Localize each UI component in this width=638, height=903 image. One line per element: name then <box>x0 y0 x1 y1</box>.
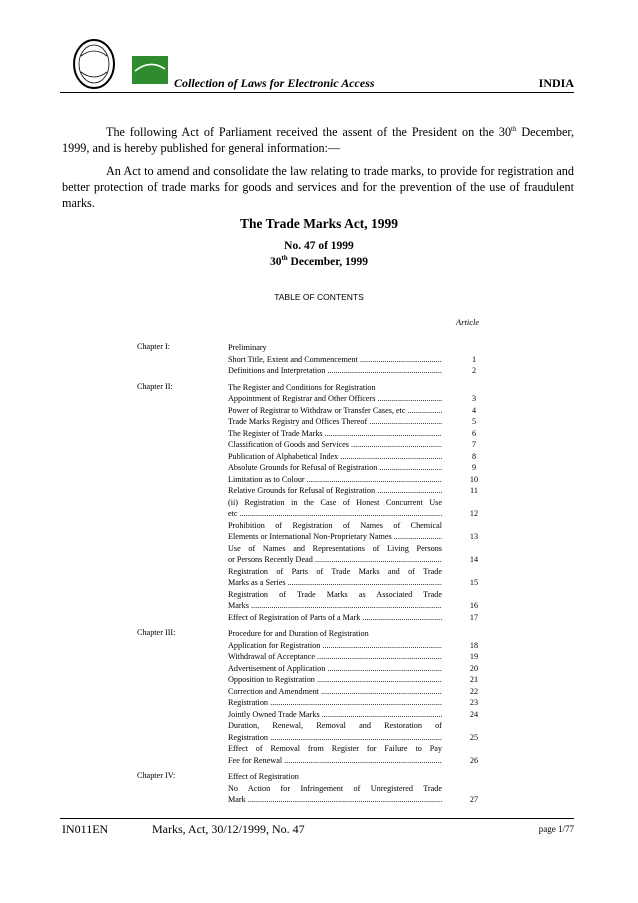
act-number: No. 47 of 1999 <box>284 240 354 252</box>
chapter-heading: Preliminary <box>228 343 267 352</box>
act-date-day: 30 <box>269 256 282 268</box>
collection-title: Collection of Laws for Electronic Access <box>174 76 375 90</box>
toc-entry-title: Registration ..... <box>228 697 442 709</box>
toc-entry-title: Effect of Removal from Register for Failure to Pay <box>228 744 442 753</box>
page-header <box>62 34 574 94</box>
toc-entry <box>228 485 478 497</box>
chapter-label: Chapter II: <box>137 381 173 391</box>
toc-entry-title: Advertisement of Application ..... <box>228 663 442 675</box>
toc-entry-title: Mark ..... <box>228 794 442 806</box>
purpose-paragraph <box>62 163 574 211</box>
footer-divider <box>60 818 574 819</box>
toc-article-number: 27 <box>469 795 479 804</box>
toc-article-number: 10 <box>469 474 479 484</box>
assent-text-continued: December, 1999, and is hereby published for general information:— <box>62 125 575 155</box>
toc-entry <box>228 462 477 474</box>
toc-entry-title: Elements or International Non-Proprietary Names ..... <box>228 531 442 543</box>
toc-article-number: 20 <box>469 663 479 673</box>
toc-entry-title: Definitions and Interpretation ..... <box>228 365 442 377</box>
toc-title: TABLE OF CONTENTS <box>274 292 364 302</box>
toc-entry-title: Duration, Renewal, Removal and Restoration of <box>228 721 442 730</box>
toc-entry <box>228 497 479 520</box>
toc-entry <box>228 520 479 543</box>
toc-entry-title: Relative Grounds for Refusal of Registration ..... <box>228 485 442 497</box>
toc-article-number: 6 <box>471 428 477 438</box>
toc-chapter <box>0 628 638 766</box>
article-column-heading: Article <box>456 317 480 327</box>
toc-article-number: 12 <box>469 509 479 518</box>
toc-entry <box>228 663 479 675</box>
toc-entry-title: or Persons Recently Dead ..... <box>228 554 442 566</box>
toc-article-number: 7 <box>471 440 477 449</box>
toc-entry <box>228 405 477 417</box>
chapter-label: Chapter III: <box>137 628 176 637</box>
toc-article-number: 24 <box>469 709 479 719</box>
toc-entry <box>228 416 477 428</box>
toc-entry <box>228 439 477 451</box>
toc-entry-title: Prohibition of Registration of Names of Chemical <box>228 520 442 530</box>
toc-article-number: 19 <box>469 652 479 661</box>
toc-entry-title: No Action for Infringement of Unregistered Trade <box>228 783 442 793</box>
toc-article-number: 16 <box>469 601 479 610</box>
toc-entry <box>228 451 477 463</box>
chapter-heading: Procedure for and Duration of Registration <box>228 629 369 638</box>
chapter-heading: The Register and Conditions for Registration <box>228 382 376 392</box>
toc-article-number: 13 <box>469 532 479 541</box>
toc-entry <box>228 674 479 686</box>
purpose-text: An Act to amend and consolidate the law relating to trade marks, to provide for registration and better protection of trade marks for goods and services and for the prevention of the use of fraudulent marks. <box>62 164 574 210</box>
toc-entry-title: Registration ..... <box>228 732 442 744</box>
toc-entry-title: Withdrawal of Acceptance ..... <box>228 651 442 663</box>
toc-article-number: 4 <box>471 405 477 415</box>
chapter-heading: Effect of Registration <box>228 772 299 781</box>
toc-article-number: 17 <box>469 612 479 622</box>
toc-entry-title: Limitation as to Colour ..... <box>228 474 442 486</box>
toc-entry-title: The Register of Trade Marks ..... <box>228 428 442 440</box>
toc-entry-title: Registration of Trade Marks as Associated Trade <box>228 589 442 599</box>
toc-entry-title: Trade Marks Registry and Offices Thereof ..... <box>228 416 442 428</box>
toc-chapter <box>0 771 638 806</box>
chapter-label: Chapter IV: <box>137 771 176 780</box>
toc-article-number: 21 <box>469 675 479 684</box>
toc-entry <box>228 651 479 663</box>
toc-article-number: 1 <box>471 354 477 364</box>
toc-entry <box>228 428 477 440</box>
chapter-label: Chapter I: <box>137 342 170 351</box>
toc-entry <box>228 686 479 698</box>
toc-entry-title: etc ..... <box>228 508 442 520</box>
toc-entry <box>228 743 479 766</box>
document-code: IN011EN <box>62 822 109 836</box>
toc-article-number: 2 <box>471 366 477 375</box>
document-description: Marks, Act, 30/12/1999, No. 47 <box>152 822 305 836</box>
toc-article-number: 8 <box>471 451 477 461</box>
toc-entry-title: Fee for Renewal ..... <box>228 755 442 767</box>
toc-entry-title: Power of Registrar to Withdraw or Transfer Cases, etc ..... <box>228 405 442 417</box>
toc-entry-title: Marks as a Series ..... <box>228 577 442 589</box>
toc-article-number: 14 <box>469 555 479 564</box>
toc-entry <box>228 354 477 366</box>
toc-entry <box>228 589 479 612</box>
toc-entry-title: Application for Registration ..... <box>228 640 442 652</box>
toc-entry <box>228 709 479 721</box>
toc-article-number: 5 <box>471 417 477 426</box>
toc-entry-title: Marks ..... <box>228 600 442 612</box>
toc-entry <box>228 365 477 377</box>
toc-entry-title: Absolute Grounds for Refusal of Registration ..... <box>228 462 442 474</box>
act-date-rest: December, 1999 <box>290 256 369 268</box>
toc-entry-title: Correction and Amendment ..... <box>228 686 442 698</box>
assent-superscript: th <box>511 124 517 133</box>
page-number: page 1/77 <box>538 824 574 834</box>
toc-entry <box>228 720 479 743</box>
toc-article-number: 3 <box>471 394 477 403</box>
wipo-ompi-logo <box>72 38 116 90</box>
toc-article-number: 15 <box>469 578 479 587</box>
toc-entry-title: Effect of Registration of Parts of a Mark ..... <box>228 612 442 624</box>
toc-entry-title: (ii) Registration in the Case of Honest Concurrent Use <box>228 497 442 507</box>
toc-article-number: 11 <box>470 486 478 495</box>
toc-entry-title: Jointly Owned Trade Marks ..... <box>228 709 442 721</box>
toc-entry-title: Appointment of Registrar and Other Officers ..... <box>228 393 442 405</box>
toc-entry-title: Short Title, Extent and Commencement ..... <box>228 354 442 366</box>
toc-article-number: 26 <box>469 755 479 765</box>
toc-entry <box>228 640 479 652</box>
toc-entry-title: Opposition to Registration ..... <box>228 674 442 686</box>
toc-entry <box>228 612 479 624</box>
toc-article-number: 18 <box>469 640 479 650</box>
toc-article-number: 9 <box>471 463 477 472</box>
toc-entry <box>228 697 479 709</box>
clea-logo <box>132 56 168 84</box>
toc-entry <box>228 566 479 589</box>
table-of-contents <box>0 342 638 811</box>
toc-entry <box>228 783 479 806</box>
toc-article-number: 25 <box>469 732 479 742</box>
act-title: The Trade Marks Act, 1999 <box>239 216 399 231</box>
toc-article-number: 23 <box>469 698 479 707</box>
toc-entry-title: Classification of Goods and Services ..... <box>228 439 442 451</box>
toc-entry-title: Registration of Parts of Trade Marks and of Trade <box>228 566 442 576</box>
act-date-superscript: th <box>281 254 288 263</box>
toc-entry-title: Publication of Alphabetical Index ..... <box>228 451 442 463</box>
act-date <box>0 256 638 268</box>
toc-chapter <box>0 382 638 624</box>
toc-entry <box>228 543 479 566</box>
country-label: INDIA <box>538 76 574 90</box>
toc-article-number: 22 <box>469 686 479 696</box>
toc-entry <box>228 393 477 405</box>
toc-entry <box>228 474 479 486</box>
toc-entry-title: Use of Names and Representations of Living Persons <box>228 543 442 553</box>
assent-paragraph <box>62 124 574 156</box>
assent-text: The following Act of Parliament received the assent of the President on the 30 <box>106 125 512 139</box>
header-divider <box>60 92 574 93</box>
toc-chapter <box>0 342 638 377</box>
